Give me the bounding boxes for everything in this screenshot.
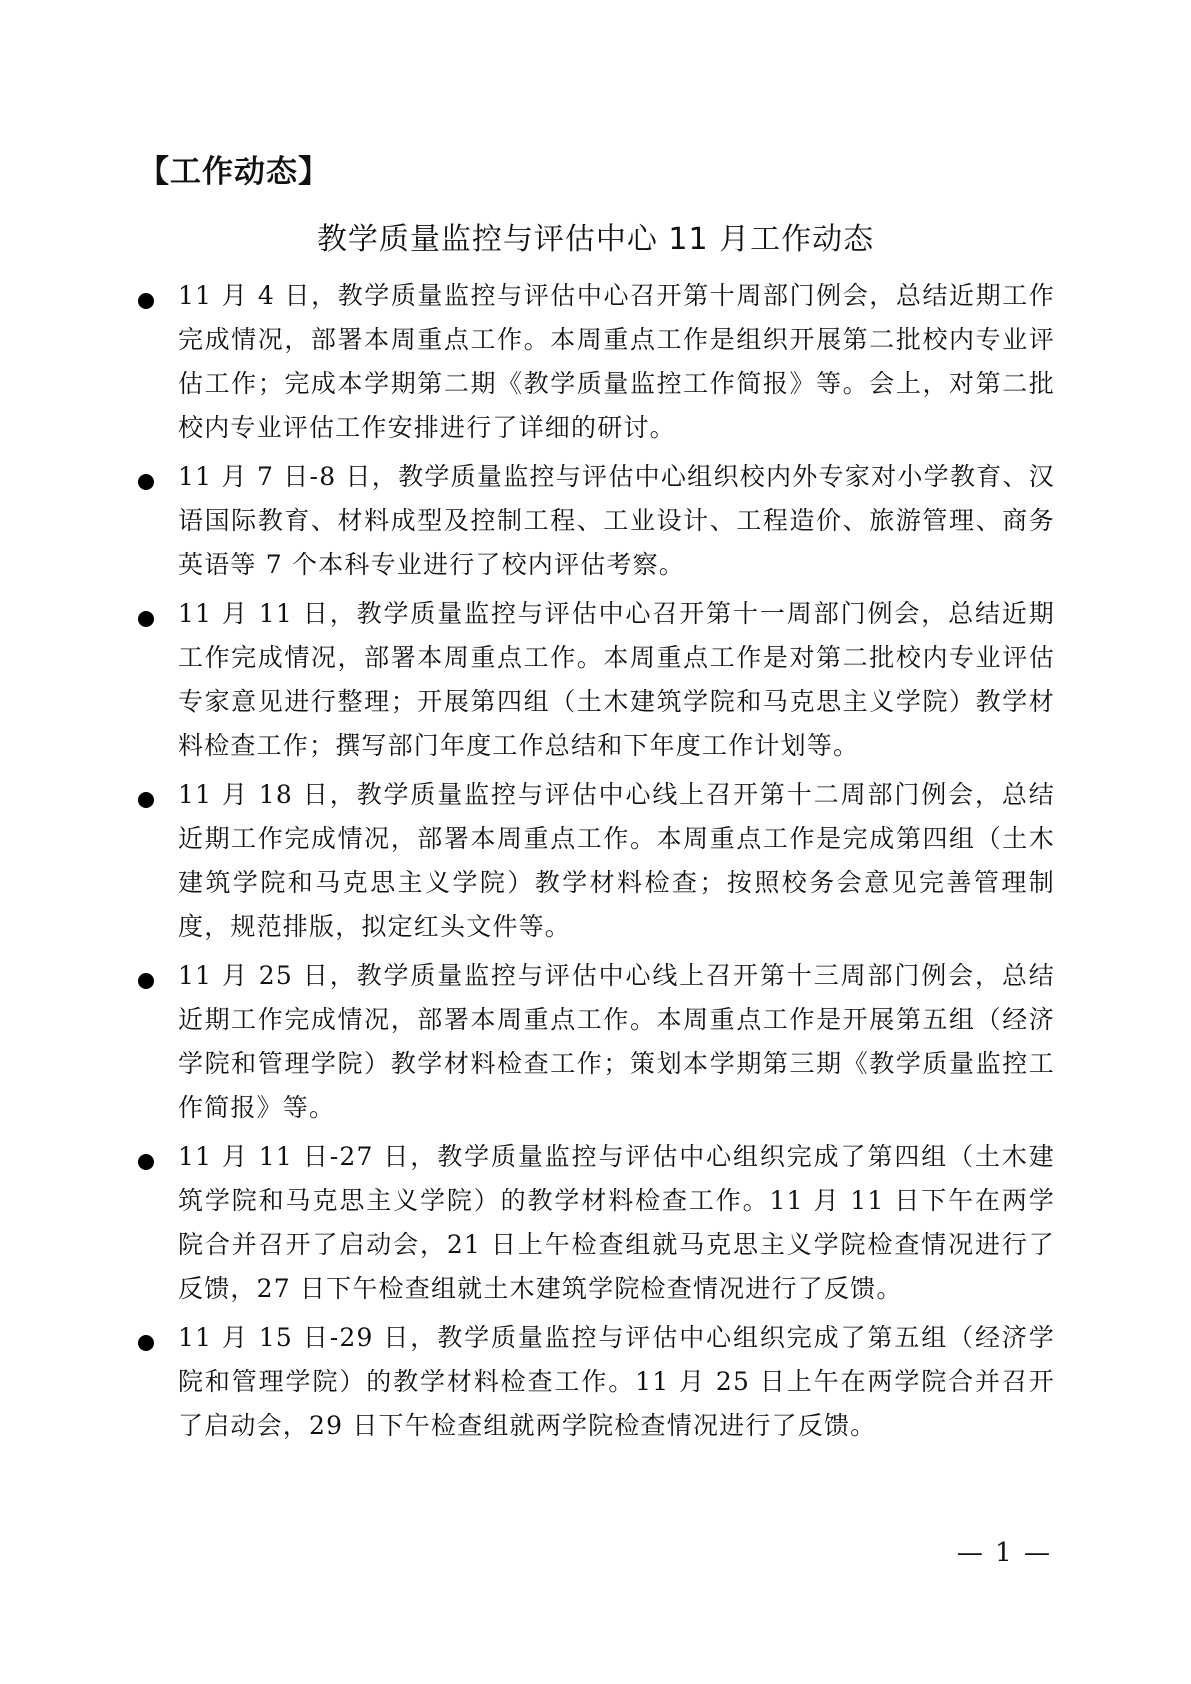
work-items-list — [0, 274, 1191, 1453]
bullet-icon — [138, 1335, 154, 1351]
list-item-text: 11 月 25 日，教学质量监控与评估中心线上召开第十三周部门例会，总结近期工作完成情况，部署本周重点工作。本周重点工作是开展第五组（经济学院和管理学院）教学材料检查工作；策划本学期第三期《教学质量监控工作简报》等。 — [178, 961, 1055, 1122]
list-item — [0, 455, 1191, 587]
list-item — [0, 1316, 1191, 1448]
list-item-text: 11 月 4 日，教学质量监控与评估中心召开第十周部门例会，总结近期工作完成情况，部署本周重点工作。本周重点工作是组织开展第二批校内专业评估工作；完成本学期第二期《教学质量监控工作简报》等。会上，对第二批校内专业评估工作安排进行了详细的研讨。 — [178, 281, 1055, 442]
list-item — [0, 773, 1191, 949]
bullet-icon — [138, 293, 154, 309]
list-item — [0, 592, 1191, 768]
list-item — [0, 954, 1191, 1130]
page-number: — 1 — — [956, 1538, 1052, 1568]
bullet-icon — [138, 1154, 154, 1170]
bullet-icon — [138, 973, 154, 989]
list-item — [0, 274, 1191, 450]
document-title: 教学质量监控与评估中心 11 月工作动态 — [316, 222, 875, 257]
list-item-text: 11 月 11 日-27 日，教学质量监控与评估中心组织完成了第四组（土木建筑学院和马克思主义学院）的教学材料检查工作。11 月 11 日下午在两学院合并召开了启动会，21 日上午检查组就马克思主义学院检查情况进行了反馈，27 日下午检查组就土木建筑学院检查情况进行了反馈。 — [178, 1142, 1055, 1303]
list-item-text: 11 月 18 日，教学质量监控与评估中心线上召开第十二周部门例会，总结近期工作完成情况，部署本周重点工作。本周重点工作是完成第四组（土木建筑学院和马克思主义学院）教学材料检查；按照校务会意见完善管理制度，规范排版，拟定红头文件等。 — [178, 780, 1055, 941]
bullet-icon — [138, 792, 154, 808]
list-item-text: 11 月 7 日-8 日，教学质量监控与评估中心组织校内外专家对小学教育、汉语国际教育、材料成型及控制工程、工业设计、工程造价、旅游管理、商务英语等 7 个本科专业进行了校内评估考察。 — [178, 462, 1055, 579]
bullet-icon — [138, 611, 154, 627]
section-header: 【工作动态】 — [138, 154, 330, 190]
bullet-icon — [138, 474, 154, 490]
list-item — [0, 1135, 1191, 1311]
list-item-text: 11 月 11 日，教学质量监控与评估中心召开第十一周部门例会，总结近期工作完成情况，部署本周重点工作。本周重点工作是对第二批校内专业评估专家意见进行整理；开展第四组（土木建筑学院和马克思主义学院）教学材料检查工作；撰写部门年度工作总结和下年度工作计划等。 — [178, 599, 1055, 760]
list-item-text: 11 月 15 日-29 日，教学质量监控与评估中心组织完成了第五组（经济学院和管理学院）的教学材料检查工作。11 月 25 日上午在两学院合并召开了启动会，29 日下午检查组就两学院检查情况进行了反馈。 — [178, 1323, 1055, 1440]
